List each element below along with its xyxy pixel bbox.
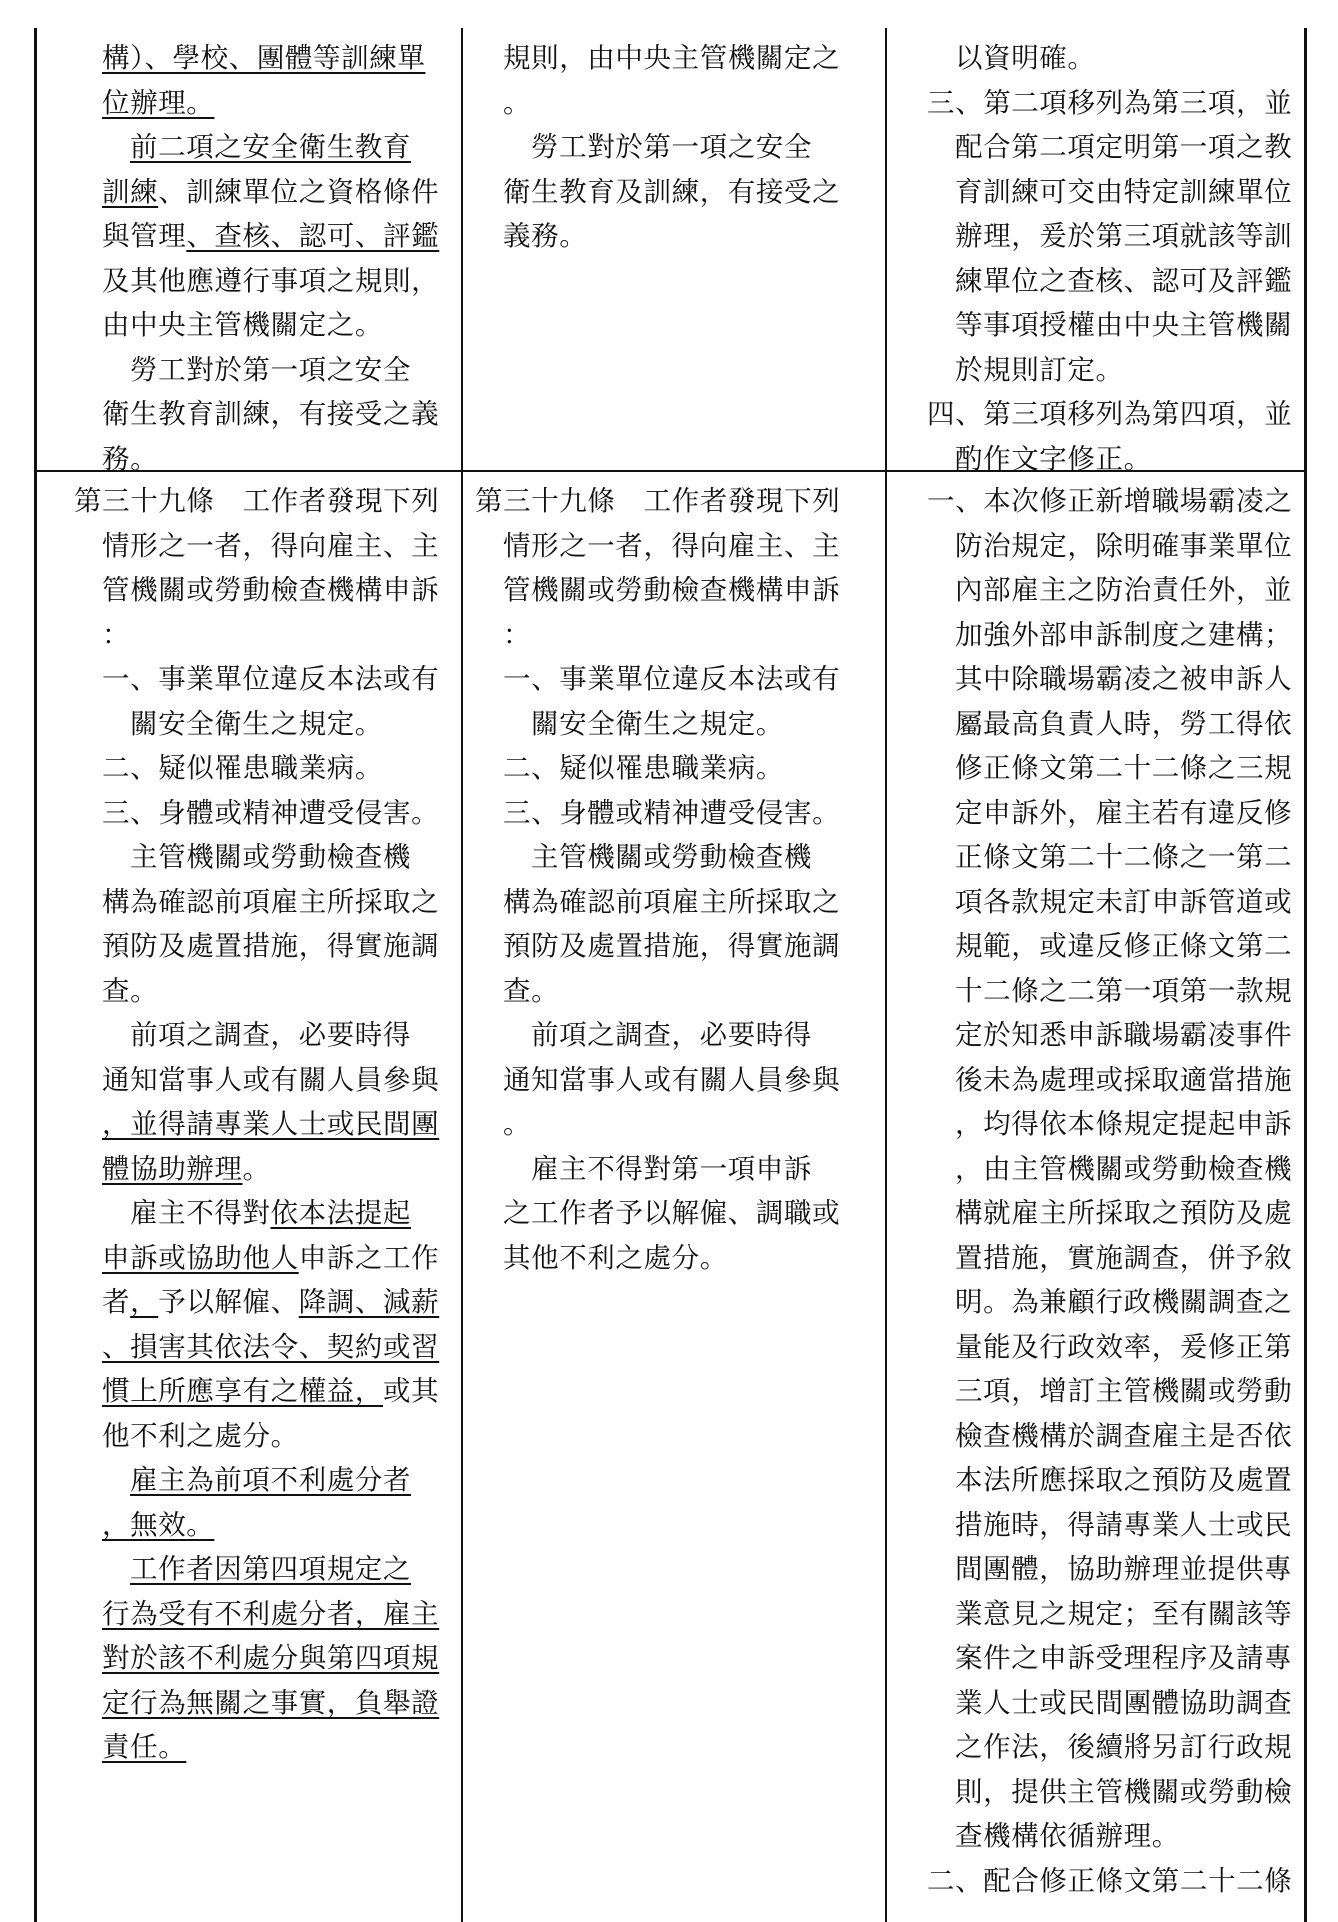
text-segment: 。 — [503, 1108, 532, 1140]
text-segment: 業人士或民間團體協助調查 — [955, 1686, 1293, 1719]
text-segment: 者 — [102, 1286, 131, 1318]
text-line — [463, 479, 885, 524]
text-segment: 三、第二項移列為第三項，並 — [927, 86, 1293, 119]
text-line — [887, 657, 1304, 702]
text-segment: 構為確認前項雇主所採取之 — [503, 885, 841, 918]
text-segment: 由中央主管機關定之。 — [102, 309, 383, 341]
text-segment: 其中除職場霸凌之被申訴人 — [955, 663, 1293, 695]
text-segment: 規則，由中央主管機關定之 — [503, 42, 841, 74]
text-segment: 第三十九條 工作者發現下列 — [475, 485, 841, 517]
text-segment: 前項之調查，必要時得 — [130, 1019, 411, 1051]
text-line — [34, 170, 461, 215]
text-line — [887, 1725, 1304, 1770]
text-segment: 辦理，爰於第三項就該等訓 — [955, 220, 1293, 252]
text-line — [887, 214, 1304, 259]
text-line — [887, 1013, 1304, 1058]
amended-text-segment: 工作者因第四項規定之 — [130, 1553, 411, 1585]
text-segment: 本法所應採取之預防及處置 — [955, 1464, 1293, 1496]
amended-text-segment: 慣上所應享有之權益， — [102, 1375, 383, 1407]
text-segment: 三項，增訂主管機關或勞動 — [955, 1375, 1293, 1407]
text-line — [463, 969, 885, 1014]
text-line — [34, 348, 461, 393]
text-line — [34, 1458, 461, 1503]
text-line — [887, 437, 1304, 482]
text-line — [463, 568, 885, 613]
amended-text-segment: 、損害其依法令、契約或習 — [102, 1330, 440, 1363]
text-line — [463, 1191, 885, 1236]
text-line — [34, 1681, 461, 1726]
text-line — [887, 125, 1304, 170]
text-line — [34, 969, 461, 1014]
text-line — [34, 880, 461, 925]
text-segment: 育訓練可交由特定訓練單位 — [955, 175, 1293, 208]
amended-text-segment: 體協助辦理 — [102, 1152, 243, 1185]
text-line — [887, 81, 1304, 126]
text-segment: 二、配合修正條文第二十二條 — [927, 1864, 1293, 1897]
text-line — [887, 1280, 1304, 1325]
text-line — [463, 125, 885, 170]
text-line — [34, 924, 461, 969]
text-line — [887, 1681, 1304, 1726]
text-segment: 預防及處置措施，得實施調 — [503, 930, 841, 962]
text-line — [887, 1814, 1304, 1859]
text-line — [463, 880, 885, 925]
text-segment: 定申訴外，雇主若有違反修 — [955, 796, 1293, 829]
text-line — [34, 81, 461, 126]
text-segment: ，均得依本條規定提起申訴 — [955, 1108, 1293, 1140]
text-segment: 雇主不得對第一項申訴 — [531, 1152, 812, 1185]
text-line — [887, 924, 1304, 969]
text-line — [887, 702, 1304, 747]
text-segment: 一、本次修正新增職場霸凌之 — [927, 485, 1293, 517]
text-line — [887, 1636, 1304, 1681]
text-line — [463, 1013, 885, 1058]
amended-text-segment: ， — [130, 1286, 159, 1318]
text-segment: 衛生教育及訓練，有接受之 — [503, 175, 841, 208]
amended-text-segment: 定行為無關之事實，負舉證 — [102, 1686, 440, 1719]
text-segment: 二、疑似罹患職業病。 — [102, 752, 383, 784]
text-segment: 明。為兼顧行政機關調查之 — [955, 1286, 1293, 1318]
text-line — [34, 437, 461, 482]
amended-text-segment: 對於該不利處分與第四項規 — [102, 1642, 440, 1674]
text-line — [887, 1058, 1304, 1103]
text-segment: 酌作文字修正。 — [955, 442, 1152, 475]
text-line — [887, 36, 1304, 81]
text-line — [34, 125, 461, 170]
text-segment: 情形之一者，得向雇主、主 — [102, 529, 440, 562]
amended-text-segment: 依本法提起 — [270, 1197, 411, 1229]
text-line — [34, 1547, 461, 1592]
text-line — [887, 1859, 1304, 1904]
text-line — [887, 1147, 1304, 1192]
text-line — [887, 1236, 1304, 1281]
amended-text-segment: 降調、減薪 — [298, 1286, 440, 1318]
text-line — [887, 880, 1304, 925]
text-line — [34, 1147, 461, 1192]
text-segment: 配合第二項定明第一項之教 — [955, 131, 1293, 163]
text-segment: 、訓練單位之資格條件 — [158, 175, 440, 208]
text-segment: 項各款規定未訂申訴管道或 — [955, 885, 1293, 918]
text-segment: 修正條文第二十二條之三規 — [955, 752, 1293, 784]
text-segment: 檢查機構於調查雇主是否依 — [955, 1419, 1293, 1452]
text-segment: 與管理 — [102, 220, 187, 252]
text-segment: 置措施，實施調查，併予敘 — [955, 1241, 1293, 1274]
text-line — [887, 1102, 1304, 1147]
text-line — [887, 613, 1304, 658]
text-line — [463, 702, 885, 747]
text-line — [34, 613, 461, 658]
text-line — [463, 81, 885, 126]
text-line — [34, 392, 461, 437]
text-line — [887, 1547, 1304, 1592]
text-segment: 關安全衛生之規定。 — [531, 707, 784, 740]
table-right-border — [1304, 28, 1307, 1922]
text-line — [34, 1013, 461, 1058]
text-line — [887, 1325, 1304, 1370]
text-segment: 一、事業單位違反本法或有 — [503, 663, 841, 695]
text-line — [34, 702, 461, 747]
text-segment: 案件之申訴受理程序及請專 — [955, 1642, 1293, 1674]
text-segment: 正條文第二十二條之一第二 — [955, 841, 1293, 873]
amended-text-segment: 位辦理。 — [102, 86, 215, 119]
text-line — [34, 1236, 461, 1281]
text-segment: 務。 — [102, 442, 159, 475]
text-segment: 前項之調查，必要時得 — [531, 1019, 812, 1051]
text-line — [887, 259, 1304, 304]
text-segment: 通知當事人或有關人員參與 — [503, 1063, 841, 1096]
text-segment: 雇主不得對 — [130, 1197, 271, 1229]
top-row-explanation-cell — [887, 36, 1304, 481]
text-line — [887, 524, 1304, 569]
text-segment: 查機構依循辦理。 — [955, 1820, 1180, 1852]
text-line — [463, 657, 885, 702]
text-segment: 內部雇主之防治責任外，並 — [955, 574, 1293, 606]
text-segment: 練單位之查核、認可及評鑑 — [955, 264, 1293, 297]
text-line — [34, 1725, 461, 1770]
text-line — [463, 214, 885, 259]
text-line — [34, 835, 461, 880]
amended-text-segment: 申訴或協助他人 — [102, 1241, 299, 1274]
amended-text-segment: 、查核、認可、評鑑 — [186, 220, 440, 252]
text-line — [887, 1458, 1304, 1503]
text-line — [34, 657, 461, 702]
amended-text-segment: 訓練 — [102, 175, 159, 208]
text-segment: 申訴之工作 — [298, 1241, 440, 1274]
amended-text-segment: 責任。 — [102, 1731, 187, 1763]
text-segment: 三、身體或精神遭受侵害。 — [102, 796, 440, 829]
text-segment: 規範，或違反修正條文第二 — [955, 930, 1293, 962]
text-segment: 通知當事人或有關人員參與 — [102, 1063, 440, 1096]
text-segment: 之工作者予以解僱、調職或 — [503, 1197, 841, 1229]
text-segment: 予以解僱、 — [158, 1286, 299, 1318]
text-segment: 二、疑似罹患職業病。 — [503, 752, 784, 784]
text-line — [887, 791, 1304, 836]
amended-text-segment: 前二項之安全衛生教育 — [130, 131, 411, 163]
text-line — [887, 1770, 1304, 1815]
text-segment: 防治規定，除明確事業單位 — [955, 529, 1293, 562]
article-39-current-text-cell — [463, 479, 885, 1280]
amended-text-segment: 雇主為前項不利處分者 — [130, 1464, 411, 1496]
text-segment: 等事項授權由中央主管機關 — [955, 309, 1293, 341]
text-line — [34, 1636, 461, 1681]
text-segment: 屬最高負責人時，勞工得依 — [955, 707, 1293, 740]
text-segment: 以資明確。 — [955, 42, 1096, 74]
text-segment: 關安全衛生之規定。 — [130, 707, 383, 740]
text-line — [887, 1414, 1304, 1459]
text-line — [887, 1503, 1304, 1548]
amended-text-segment: 構）、學校、團體等訓練單 — [102, 42, 426, 74]
text-line — [463, 835, 885, 880]
text-segment: 。 — [503, 86, 532, 119]
text-line — [34, 1058, 461, 1103]
text-segment: 及其他應遵行事項之規則， — [102, 264, 440, 297]
amended-text-segment: ，並得請專業人士或民間團 — [102, 1108, 440, 1140]
text-segment: 主管機關或勞動檢查機 — [531, 841, 812, 873]
text-line — [463, 170, 885, 215]
text-line — [887, 170, 1304, 215]
text-line — [887, 348, 1304, 393]
text-line — [34, 1325, 461, 1370]
text-line — [887, 746, 1304, 791]
top-row-current-text-cell — [463, 36, 885, 259]
amended-text-segment: ，無效。 — [102, 1508, 215, 1541]
text-segment: 情形之一者，得向雇主、主 — [503, 529, 841, 562]
text-segment: 第三十九條 工作者發現下列 — [74, 485, 440, 517]
text-segment: 四、第三項移列為第四項，並 — [927, 398, 1293, 430]
text-line — [463, 924, 885, 969]
text-segment: 構就雇主所採取之預防及處 — [955, 1197, 1293, 1229]
text-segment: 則，提供主管機關或勞動檢 — [955, 1775, 1293, 1808]
text-line — [463, 1058, 885, 1103]
text-line — [34, 746, 461, 791]
text-segment: 管機關或勞動檢查機構申訴 — [503, 574, 841, 606]
text-line — [34, 479, 461, 524]
text-line — [887, 835, 1304, 880]
text-line — [34, 1503, 461, 1548]
text-line — [463, 1236, 885, 1281]
text-line — [463, 36, 885, 81]
text-line — [887, 1191, 1304, 1236]
text-line — [34, 1280, 461, 1325]
text-segment: 或其 — [383, 1375, 440, 1407]
text-line — [34, 303, 461, 348]
text-line — [463, 1147, 885, 1192]
text-line — [887, 568, 1304, 613]
article-39-amended-text-cell — [34, 479, 461, 1770]
text-line — [887, 969, 1304, 1014]
text-line — [887, 392, 1304, 437]
text-segment: 主管機關或勞動檢查機 — [130, 841, 411, 873]
text-segment: 三、身體或精神遭受侵害。 — [503, 796, 841, 829]
text-line — [34, 1102, 461, 1147]
text-line — [34, 568, 461, 613]
text-segment: 查。 — [503, 974, 560, 1007]
text-line — [463, 1102, 885, 1147]
text-segment: 於規則訂定。 — [955, 353, 1124, 386]
text-segment: ，由主管機關或勞動檢查機 — [955, 1152, 1293, 1185]
text-line — [34, 791, 461, 836]
text-segment: 義務。 — [503, 220, 588, 252]
text-line — [463, 524, 885, 569]
text-segment: 構為確認前項雇主所採取之 — [102, 885, 440, 918]
text-line — [34, 1592, 461, 1637]
text-segment: 預防及處置措施，得實施調 — [102, 930, 440, 962]
text-line — [887, 1592, 1304, 1637]
text-line — [34, 259, 461, 304]
text-line — [463, 791, 885, 836]
text-segment: 勞工對於第一項之安全 — [130, 353, 411, 386]
text-segment: 其他不利之處分。 — [503, 1241, 728, 1274]
text-segment: 勞工對於第一項之安全 — [531, 131, 812, 163]
text-segment: 。 — [242, 1152, 271, 1185]
text-line — [34, 1414, 461, 1459]
text-line — [887, 1369, 1304, 1414]
text-line — [463, 746, 885, 791]
text-line — [34, 36, 461, 81]
text-segment: ： — [503, 618, 532, 651]
article-39-explanation-cell — [887, 479, 1304, 1903]
amended-text-segment: 行為受有不利處分者，雇主 — [102, 1597, 440, 1630]
top-row-amended-text-cell — [34, 36, 461, 481]
text-line — [887, 303, 1304, 348]
text-line — [887, 479, 1304, 524]
text-segment: 量能及行政效率，爰修正第 — [955, 1330, 1293, 1363]
text-segment: 間團體，協助辦理並提供專 — [955, 1553, 1293, 1585]
text-segment: 一、事業單位違反本法或有 — [102, 663, 440, 695]
text-segment: ： — [102, 618, 131, 651]
text-line — [34, 1369, 461, 1414]
text-segment: 管機關或勞動檢查機構申訴 — [102, 574, 440, 606]
text-segment: 他不利之處分。 — [102, 1419, 299, 1452]
text-segment: 定於知悉申訴職場霸凌事件 — [955, 1019, 1293, 1051]
text-segment: 後未為處理或採取適當措施 — [955, 1063, 1293, 1096]
text-line — [34, 1191, 461, 1236]
text-segment: 之作法，後續將另訂行政規 — [955, 1731, 1293, 1763]
text-segment: 衛生教育訓練，有接受之義 — [102, 398, 440, 430]
text-line — [463, 613, 885, 658]
text-segment: 加強外部申訴制度之建構； — [955, 618, 1293, 651]
text-line — [34, 214, 461, 259]
text-segment: 業意見之規定；至有關該等 — [955, 1597, 1293, 1630]
text-segment: 十二條之二第一項第一款規 — [955, 974, 1293, 1007]
text-line — [34, 524, 461, 569]
text-segment: 措施時，得請專業人士或民 — [955, 1508, 1293, 1541]
text-segment: 查。 — [102, 974, 159, 1007]
